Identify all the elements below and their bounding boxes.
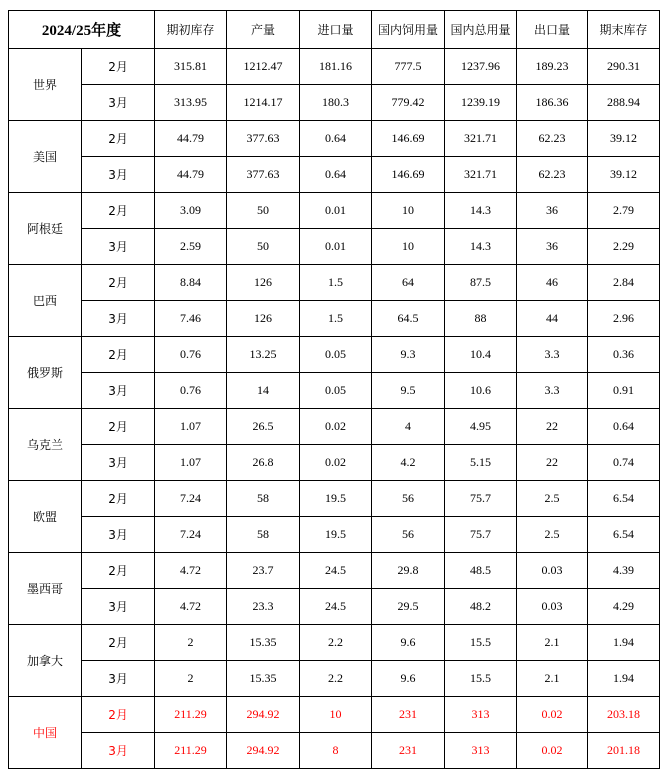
value-cell: 0.76 [155,337,227,373]
value-cell: 10 [372,193,445,229]
value-cell: 0.03 [517,589,588,625]
value-cell: 2.2 [300,625,372,661]
table-row [9,517,660,553]
value-cell: 313.95 [155,85,227,121]
value-cell: 6.54 [588,481,660,517]
value-cell: 2.1 [517,661,588,697]
table-row [9,301,660,337]
column-header: 出口量 [517,11,588,49]
value-cell: 2.1 [517,625,588,661]
month-label: 3月 [82,85,155,121]
value-cell: 9.3 [372,337,445,373]
value-cell: 0.76 [155,373,227,409]
value-cell: 2.84 [588,265,660,301]
month-label: 2月 [82,409,155,445]
value-cell: 10.4 [445,337,517,373]
month-label: 3月 [82,589,155,625]
value-cell: 186.36 [517,85,588,121]
month-label: 3月 [82,157,155,193]
country-label: 中国 [9,697,82,769]
value-cell: 14.3 [445,193,517,229]
value-cell: 0.02 [300,445,372,481]
value-cell: 19.5 [300,517,372,553]
value-cell: 6.54 [588,517,660,553]
value-cell: 29.8 [372,553,445,589]
table-row [9,697,660,733]
value-cell: 23.3 [227,589,300,625]
value-cell: 0.74 [588,445,660,481]
month-label: 3月 [82,229,155,265]
table-row [9,193,660,229]
value-cell: 1.94 [588,625,660,661]
value-cell: 180.3 [300,85,372,121]
value-cell: 2.59 [155,229,227,265]
value-cell: 44.79 [155,157,227,193]
value-cell: 313 [445,697,517,733]
value-cell: 1239.19 [445,85,517,121]
value-cell: 39.12 [588,121,660,157]
value-cell: 1.07 [155,409,227,445]
value-cell: 0.91 [588,373,660,409]
value-cell: 75.7 [445,517,517,553]
value-cell: 4.72 [155,589,227,625]
value-cell: 10 [372,229,445,265]
table-row [9,589,660,625]
value-cell: 4.95 [445,409,517,445]
value-cell: 211.29 [155,733,227,769]
value-cell: 0.64 [588,409,660,445]
value-cell: 0.02 [517,697,588,733]
value-cell: 15.35 [227,661,300,697]
column-header: 产量 [227,11,300,49]
value-cell: 288.94 [588,85,660,121]
value-cell: 46 [517,265,588,301]
value-cell: 48.5 [445,553,517,589]
value-cell: 50 [227,229,300,265]
value-cell: 64 [372,265,445,301]
value-cell: 294.92 [227,733,300,769]
value-cell: 22 [517,409,588,445]
table-row [9,481,660,517]
table-row [9,49,660,85]
value-cell: 0.02 [517,733,588,769]
value-cell: 0.05 [300,337,372,373]
season-label: 2024/25年度 [9,11,155,49]
value-cell: 9.5 [372,373,445,409]
value-cell: 24.5 [300,589,372,625]
value-cell: 3.3 [517,373,588,409]
value-cell: 0.36 [588,337,660,373]
table-row [9,337,660,373]
column-header: 期末库存 [588,11,660,49]
value-cell: 5.15 [445,445,517,481]
value-cell: 201.18 [588,733,660,769]
value-cell: 15.5 [445,661,517,697]
value-cell: 58 [227,517,300,553]
country-label: 乌克兰 [9,409,82,481]
value-cell: 0.05 [300,373,372,409]
table-row [9,733,660,769]
month-label: 2月 [82,121,155,157]
value-cell: 126 [227,265,300,301]
value-cell: 189.23 [517,49,588,85]
value-cell: 15.35 [227,625,300,661]
value-cell: 211.29 [155,697,227,733]
value-cell: 44.79 [155,121,227,157]
value-cell: 315.81 [155,49,227,85]
value-cell: 313 [445,733,517,769]
value-cell: 0.64 [300,121,372,157]
month-label: 2月 [82,49,155,85]
value-cell: 1.94 [588,661,660,697]
value-cell: 10.6 [445,373,517,409]
value-cell: 9.6 [372,625,445,661]
column-header: 国内饲用量 [372,11,445,49]
value-cell: 19.5 [300,481,372,517]
value-cell: 8 [300,733,372,769]
value-cell: 36 [517,193,588,229]
value-cell: 4 [372,409,445,445]
table-row [9,445,660,481]
value-cell: 26.5 [227,409,300,445]
month-label: 2月 [82,337,155,373]
value-cell: 4.39 [588,553,660,589]
value-cell: 36 [517,229,588,265]
value-cell: 321.71 [445,121,517,157]
value-cell: 146.69 [372,121,445,157]
value-cell: 779.42 [372,85,445,121]
value-cell: 3.09 [155,193,227,229]
value-cell: 8.84 [155,265,227,301]
value-cell: 56 [372,481,445,517]
value-cell: 1.5 [300,265,372,301]
value-cell: 377.63 [227,157,300,193]
value-cell: 1214.17 [227,85,300,121]
table-row [9,121,660,157]
value-cell: 7.46 [155,301,227,337]
month-label: 2月 [82,553,155,589]
value-cell: 29.5 [372,589,445,625]
table-row [9,625,660,661]
value-cell: 1.5 [300,301,372,337]
value-cell: 14.3 [445,229,517,265]
supply-demand-table [8,10,660,769]
table-body [9,49,660,769]
value-cell: 181.16 [300,49,372,85]
value-cell: 2.2 [300,661,372,697]
country-label: 巴西 [9,265,82,337]
value-cell: 7.24 [155,517,227,553]
table-row [9,661,660,697]
value-cell: 321.71 [445,157,517,193]
value-cell: 26.8 [227,445,300,481]
value-cell: 126 [227,301,300,337]
value-cell: 294.92 [227,697,300,733]
column-header: 国内总用量 [445,11,517,49]
value-cell: 0.01 [300,229,372,265]
value-cell: 13.25 [227,337,300,373]
month-label: 3月 [82,373,155,409]
value-cell: 1237.96 [445,49,517,85]
country-label: 加拿大 [9,625,82,697]
month-label: 3月 [82,517,155,553]
value-cell: 14 [227,373,300,409]
value-cell: 146.69 [372,157,445,193]
value-cell: 1212.47 [227,49,300,85]
value-cell: 56 [372,517,445,553]
country-label: 世界 [9,49,82,121]
country-label: 阿根廷 [9,193,82,265]
value-cell: 203.18 [588,697,660,733]
month-label: 2月 [82,697,155,733]
value-cell: 2.29 [588,229,660,265]
month-label: 3月 [82,661,155,697]
table-row [9,265,660,301]
value-cell: 9.6 [372,661,445,697]
value-cell: 7.24 [155,481,227,517]
month-label: 2月 [82,265,155,301]
table-row [9,409,660,445]
value-cell: 2 [155,625,227,661]
value-cell: 4.2 [372,445,445,481]
value-cell: 777.5 [372,49,445,85]
country-label: 墨西哥 [9,553,82,625]
value-cell: 4.72 [155,553,227,589]
value-cell: 87.5 [445,265,517,301]
column-header: 期初库存 [155,11,227,49]
value-cell: 24.5 [300,553,372,589]
table-row [9,85,660,121]
table-row [9,157,660,193]
value-cell: 50 [227,193,300,229]
month-label: 2月 [82,481,155,517]
value-cell: 377.63 [227,121,300,157]
country-label: 美国 [9,121,82,193]
value-cell: 290.31 [588,49,660,85]
value-cell: 2 [155,661,227,697]
value-cell: 88 [445,301,517,337]
value-cell: 0.02 [300,409,372,445]
value-cell: 3.3 [517,337,588,373]
value-cell: 75.7 [445,481,517,517]
country-label: 欧盟 [9,481,82,553]
value-cell: 231 [372,733,445,769]
country-label: 俄罗斯 [9,337,82,409]
month-label: 3月 [82,301,155,337]
value-cell: 44 [517,301,588,337]
value-cell: 10 [300,697,372,733]
value-cell: 1.07 [155,445,227,481]
value-cell: 0.64 [300,157,372,193]
value-cell: 15.5 [445,625,517,661]
value-cell: 0.03 [517,553,588,589]
month-label: 3月 [82,445,155,481]
header-row [9,11,660,49]
value-cell: 2.79 [588,193,660,229]
value-cell: 22 [517,445,588,481]
month-label: 3月 [82,733,155,769]
value-cell: 0.01 [300,193,372,229]
month-label: 2月 [82,625,155,661]
value-cell: 23.7 [227,553,300,589]
value-cell: 231 [372,697,445,733]
value-cell: 2.5 [517,481,588,517]
column-header: 进口量 [300,11,372,49]
table-row [9,373,660,409]
value-cell: 58 [227,481,300,517]
value-cell: 2.5 [517,517,588,553]
table-row [9,553,660,589]
table-row [9,229,660,265]
value-cell: 62.23 [517,121,588,157]
value-cell: 39.12 [588,157,660,193]
value-cell: 48.2 [445,589,517,625]
value-cell: 64.5 [372,301,445,337]
value-cell: 62.23 [517,157,588,193]
value-cell: 4.29 [588,589,660,625]
value-cell: 2.96 [588,301,660,337]
month-label: 2月 [82,193,155,229]
